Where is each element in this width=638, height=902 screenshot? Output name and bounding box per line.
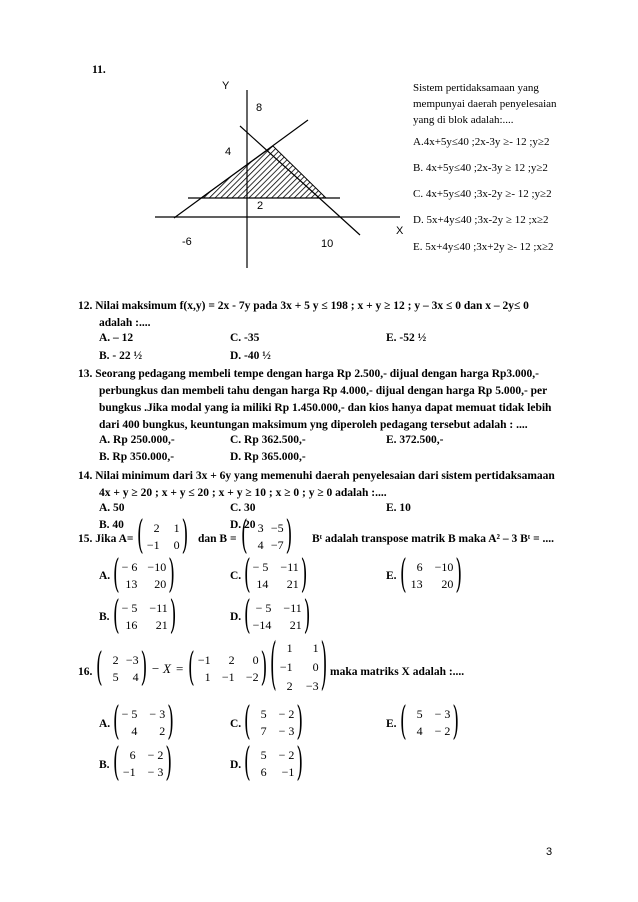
q16-option-a-label[interactable]: A. — [99, 718, 111, 730]
q16-prefix: 16. — [78, 666, 93, 678]
graph-label-y: Y — [222, 80, 230, 92]
q15-option-b-matrix[interactable]: ( − 5 −11 16 21 ) — [113, 592, 177, 639]
q15-option-a-label[interactable]: A. — [99, 570, 111, 582]
q11-option-a[interactable]: A.4x+5y≤40 ;2x-3y ≥- 12 ;y≥2 — [413, 136, 550, 148]
q11-number: 11. — [92, 64, 106, 76]
q16-option-a-matrix[interactable]: ( − 5 − 3 4 2 ) — [113, 698, 174, 745]
q14-option-e[interactable]: E. 10 — [386, 502, 411, 514]
q15-option-d-label[interactable]: D. — [230, 611, 242, 623]
q11-intro: Sistem pertidaksamaan yang mempunyai daerah penyelesaian yang di blok adalah:.... — [413, 82, 557, 126]
q11-graph — [140, 80, 410, 280]
q16-option-d-label[interactable]: D. — [230, 759, 242, 771]
q14-option-c[interactable]: C. 30 — [230, 502, 256, 514]
shaded-region — [201, 146, 326, 198]
q16-option-d-matrix[interactable]: ( 5 − 2 6 −1 ) — [244, 739, 304, 786]
q16-option-b-matrix[interactable]: ( 6 − 2 −1 − 3 ) — [113, 739, 173, 786]
q12-option-b[interactable]: B. - 22 ½ — [99, 350, 143, 362]
q15-option-d-matrix[interactable]: ( − 5 −11 −14 21 ) — [244, 592, 311, 639]
q13-line3: bungkus .Jika modal yang ia miliki Rp 1.450.000,- dan kios hanya dapat memuat tidak lebih — [99, 402, 552, 414]
q12-option-d[interactable]: D. -40 ½ — [230, 350, 271, 362]
q11-option-d[interactable]: D. 5x+4y≤40 ;3x-2y ≥ 12 ;x≥2 — [413, 214, 549, 226]
graph-label-x: X — [396, 225, 404, 237]
q14-option-b[interactable]: B. 40 — [99, 519, 124, 531]
q13-option-c[interactable]: C. Rp 362.500,- — [230, 434, 306, 446]
q13-line1: 13. Seorang pedagang membeli tempe dengan harga Rp 2.500,- dijual dengan harga Rp3.000,- — [78, 368, 539, 380]
q15-option-b-label[interactable]: B. — [99, 611, 110, 623]
q16-suffix: maka matriks X adalah :.... — [330, 666, 465, 678]
q15-dan: dan B = — [198, 533, 237, 545]
q12-option-e[interactable]: E. -52 ½ — [386, 332, 427, 344]
page-number: 3 — [546, 846, 553, 858]
q12-line1: 12. Nilai maksimum f(x,y) = 2x - 7y pada 3x + 5 y ≤ 198 ; x + y ≥ 12 ; y – 3x ≤ 0 dan x – 2y≤ 0 — [78, 300, 529, 312]
graph-label-10: 10 — [321, 238, 334, 250]
q14-option-d[interactable]: D. 20 — [230, 519, 256, 531]
q16-option-e-label[interactable]: E. — [386, 718, 397, 730]
q13-line2: perbungkus dan membeli tahu dengan harga Rp 4.000,- dijual dengan harga Rp 5.000,- per — [99, 385, 548, 397]
q11-option-b[interactable]: B. 4x+5y≤40 ;2x-3y ≥ 12 ;y≥2 — [413, 162, 548, 174]
q14-option-a[interactable]: A. 50 — [99, 502, 125, 514]
q13-option-a[interactable]: A. Rp 250.000,- — [99, 434, 175, 446]
q16-option-c-label[interactable]: C. — [230, 718, 242, 730]
q16-minus-x: − X — [151, 661, 171, 676]
q16-option-b-label[interactable]: B. — [99, 759, 110, 771]
q15-option-e-label[interactable]: E. — [386, 570, 397, 582]
q16-matrix-left: ( 2 −3 5 4 ) — [96, 644, 148, 691]
q16-matrix-2x3: ( −1 2 0 1 −1 −2 ) — [188, 644, 268, 691]
q15-option-e-matrix[interactable]: ( 6 −10 13 20 ) — [400, 551, 463, 598]
q16-equals: = — [176, 661, 184, 676]
graph-label-2: 2 — [257, 200, 264, 212]
q15-option-a-matrix[interactable]: ( − 6 −10 13 20 ) — [113, 551, 175, 598]
graph-label-4: 4 — [225, 146, 232, 158]
q15-matrix-b: ( 3 −5 4 −7 ) — [241, 512, 293, 559]
q15-matrix-a: ( 2 1 −1 0 ) — [137, 512, 189, 559]
q16-option-c-matrix[interactable]: ( 5 − 2 7 − 3 ) — [244, 698, 304, 745]
q13-option-e[interactable]: E. 372.500,- — [386, 434, 444, 446]
q15-prefix: 15. Jika A= — [78, 533, 134, 545]
graph-label-8: 8 — [256, 102, 263, 114]
q13-line4: dari 400 bungkus, keuntungan maksimum yng diperoleh pedagang tersebut adalah : .... — [99, 419, 528, 431]
q16-matrix-3x2: ( 1 1 −1 0 2 −3 ) — [270, 632, 328, 699]
q12-line2: adalah :.... — [99, 317, 151, 329]
q12-option-c[interactable]: C. -35 — [230, 332, 260, 344]
q15-suffix: Bᵗ adalah transpose matrik B maka A² – 3 Bᵗ = .... — [312, 533, 555, 545]
q13-option-d[interactable]: D. Rp 365.000,- — [230, 451, 306, 463]
graph-label-neg6: -6 — [182, 236, 192, 248]
q14-line1: 14. Nilai minimum dari 3x + 6y yang memenuhi daerah penyelesaian dari sistem pertidaksamaan — [78, 470, 555, 482]
q14-line2: 4x + y ≥ 20 ; x + y ≤ 20 ; x + y ≥ 10 ; x ≥ 0 ; y ≥ 0 adalah :.... — [99, 487, 387, 499]
q16-option-e-matrix[interactable]: ( 5 − 3 4 − 2 ) — [400, 698, 460, 745]
q15-option-c-label[interactable]: C. — [230, 570, 242, 582]
q15-option-c-matrix[interactable]: ( − 5 −11 14 21 ) — [244, 551, 308, 598]
q12-option-a[interactable]: A. – 12 — [99, 332, 134, 344]
q13-option-b[interactable]: B. Rp 350.000,- — [99, 451, 175, 463]
q11-option-e[interactable]: E. 5x+4y≤40 ;3x+2y ≥- 12 ;x≥2 — [413, 241, 554, 253]
q11-option-c[interactable]: C. 4x+5y≤40 ;3x-2y ≥- 12 ;y≥2 — [413, 188, 552, 200]
